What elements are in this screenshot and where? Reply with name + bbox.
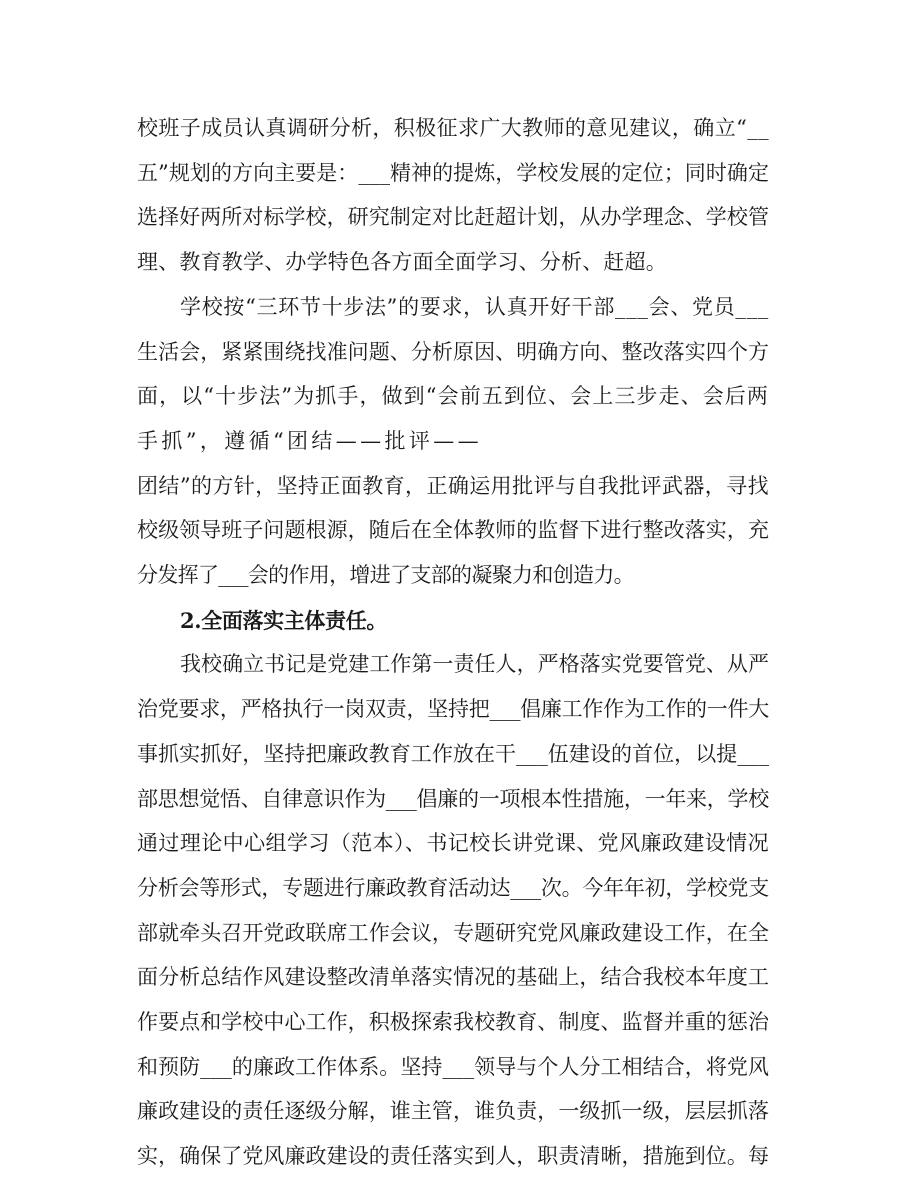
text-line: 选择好两所对标学校，研究制定对比赶超计划，从办学理念、学校管 (137, 205, 770, 229)
text-line: 治党要求，严格执行一岗双责，坚持把___倡廉工作作为工作的一件大 (137, 697, 769, 721)
text-line: 廉政建设的责任逐级分解，谁主管，谁负责，一级抓一级，层层抓落 (137, 1099, 770, 1123)
text-line: 事抓实抓好，坚持把廉政教育工作放在干___伍建设的首位，以提___ (137, 742, 770, 766)
text-line: 分发挥了___会的作用，增进了支部的凝聚力和创造力。 (137, 563, 635, 587)
text-line: 面分析总结作风建设整改清单落实情况的基础上，结合我校本年度工 (137, 965, 770, 989)
text-line: 生活会，紧紧围绕找准问题、分析原因、明确方向、整改落实四个方 (137, 340, 770, 364)
text-line: 手抓”，遵循“团结——批评—— (137, 429, 482, 453)
text-line: 部就牵头召开党政联席工作会议，专题研究党风廉政建设工作，在全 (137, 921, 770, 945)
text-line: 五”规划的方向主要是：___精神的提炼，学校发展的定位；同时确定 (137, 161, 769, 185)
text-line: 作要点和学校中心工作，积极探索我校教育、制度、监督并重的惩治 (137, 1010, 770, 1034)
text-line: 和预防___的廉政工作体系。坚持___领导与个人分工相结合，将党风 (137, 1055, 770, 1079)
text-line: 面，以“十步法”为抓手，做到“会前五到位、会上三步走、会后两 (137, 384, 769, 408)
text-line: 校级领导班子问题根源，随后在全体教师的监督下进行整改落实，充 (137, 518, 770, 542)
text-line: 分析会等形式，专题进行廉政教育活动达___次。今年年初，学校党支 (137, 876, 769, 900)
text-line: 部思想觉悟、自律意识作为___倡廉的一项根本性措施，一年来，学校 (137, 787, 769, 811)
text-line: 我校确立书记是党建工作第一责任人，严格落实党要管党、从严 (180, 652, 770, 676)
text-line: 校班子成员认真调研分析，积极征求广大教师的意见建议，确立“__ (137, 116, 770, 140)
text-line: 理、教育教学、办学特色各方面全面学习、分析、赶超。 (137, 250, 667, 274)
text-line: 团结”的方针，坚持正面教育，正确运用批评与自我批评武器，寻找 (137, 474, 770, 498)
text-line: 学校按“三环节十步法”的要求，认真开好干部___会、党员___ (180, 295, 769, 319)
text-line: 实，确保了党风廉政建设的责任落实到人，职责清晰，措施到位。每 (137, 1144, 770, 1168)
section-heading: 2.全面落实主体责任。 (180, 608, 387, 633)
text-line: 通过理论中心组学习（范本）、书记校长讲党课、党风廉政建设情况 (137, 831, 770, 855)
